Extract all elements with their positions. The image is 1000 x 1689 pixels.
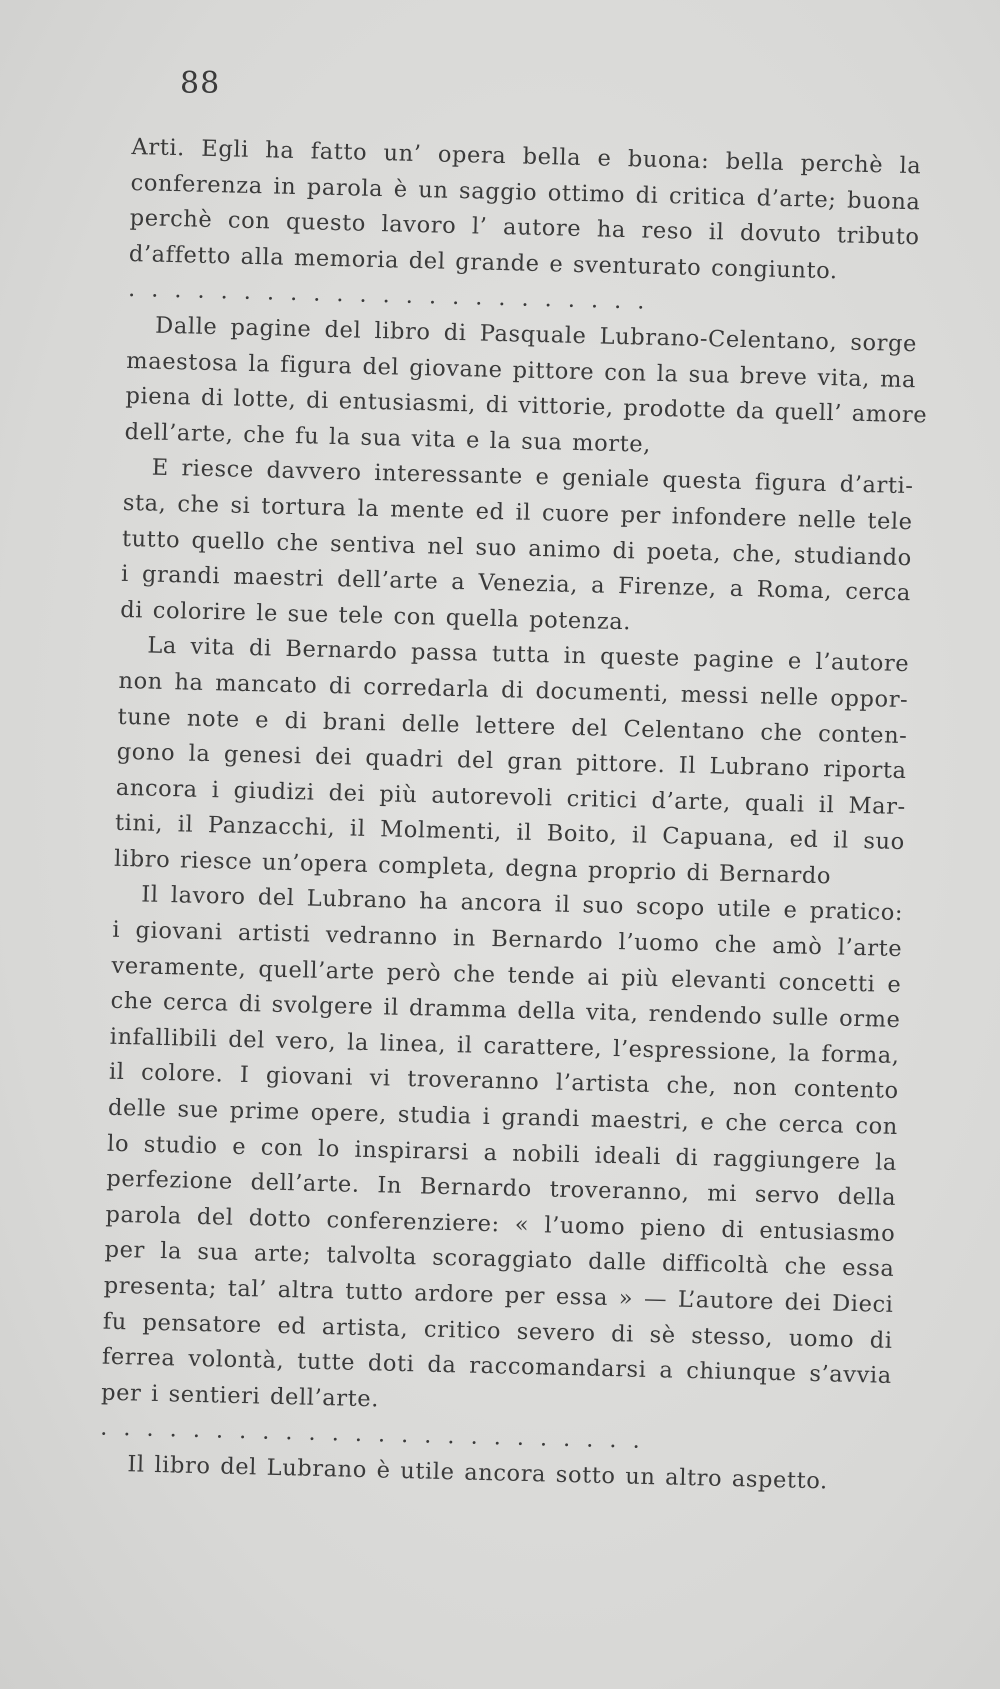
text-line: ferrea volontà, tutte doti da raccomandarsi a chiunque s’avvia — [101, 1343, 893, 1390]
text-line: il colore. I giovani vi troveranno l’artista che, non contento — [108, 1059, 900, 1105]
text-line: dell’arte, che fu la sua vita e la sua morte, — [124, 418, 652, 458]
text-line: perfezione dell’arte. In Bernardo troveranno, mi servo della — [106, 1165, 897, 1212]
text-line: i grandi maestri dell’arte a Venezia, a Firenze, a Roma, cerca — [120, 560, 912, 607]
text-line: maestosa la figura del giovane pittore con la sua breve vita, ma — [126, 347, 917, 393]
text-line: Arti. Egli ha fatto un’ opera bella e buona: bella perchè la — [131, 133, 922, 180]
text-line: i giovani artisti vedranno in Bernardo l’uomo che amò l’arte — [112, 916, 903, 963]
body-text — [99, 130, 928, 1501]
text-line: tutto quello che sentiva nel suo animo di poeta, che, studiando — [121, 525, 913, 571]
text-line: non ha mancato di corredarla di documenti, messi nelle oppor- — [118, 667, 909, 714]
text-line: libro riesce un’opera completa, degna proprio di Bernardo — [113, 845, 832, 890]
text-line: delle sue prime opere, studia i grandi maestri, e che cerca con — [107, 1094, 899, 1141]
text-line: infallibili del vero, la linea, il carattere, l’espressione, la forma, — [109, 1023, 900, 1069]
text-line: di colorire le sue tele con quella potenza. — [119, 596, 632, 636]
text-line: per la sua arte; talvolta scoraggiato dalle difficoltà che essa — [104, 1237, 895, 1283]
text-line: gono la genesi dei quadri del gran pittore. Il Lubrano riporta — [116, 738, 907, 785]
text-line: sta, che si tortura la mente ed il cuore per infondere nelle tele — [122, 489, 913, 536]
text-line: La vita di Bernardo passa tutta in queste pagine e l’autore — [147, 632, 910, 678]
text-line: ancora i giudizi dei più autorevoli critici d’arte, quali il Mar- — [115, 774, 907, 820]
text-line: Il libro del Lubrano è utile ancora sotto un altro aspetto. — [127, 1451, 829, 1495]
text-line: per i sentieri dell’arte. — [100, 1379, 380, 1413]
text-line: tini, il Panzacchi, il Molmenti, il Boito, il Capuana, ed il suo — [114, 810, 906, 856]
text-line: Il lavoro del Lubrano ha ancora il suo scopo utile e pratico: — [140, 881, 904, 927]
text-line: che cerca di svolgere il dramma della vita, rendendo sulle orme — [110, 987, 901, 1034]
text-line: lo studio e con lo inspirarsi a nobili ideali di raggiungere la — [106, 1130, 898, 1176]
text-line: tune note e di brani delle lettere del Celentano che conten- — [117, 703, 908, 749]
text-line: fu pensatore ed artista, critico severo di sè stesso, uomo di — [102, 1308, 893, 1354]
text-line: veramente, quell’arte però che tende ai più elevanti concetti e — [111, 952, 902, 998]
ellipsis-separator: ....................... — [127, 276, 661, 316]
text-line: presenta; tal’ altra tutto ardore per essa » — L’autore dei Dieci — [103, 1272, 894, 1318]
paragraph — [124, 308, 928, 470]
paragraph — [120, 450, 914, 647]
text-line: piena di lotte, di entusiasmi, di vittorie, prodotte da quell’ amore — [125, 383, 928, 429]
text-line: conferenza in parola è un saggio ottimo di critica d’arte; buona — [130, 169, 921, 215]
text-line: perchè con questo lavoro l’ autore ha reso il dovuto tributo — [129, 205, 920, 251]
text-line: d’affetto alla memoria del grande e sventurato congiunto. — [128, 240, 838, 285]
page-number: 88 — [180, 66, 221, 101]
text-line: E riesce davvero interessante e geniale questa figura d’arti- — [151, 454, 914, 500]
text-line: parola del dotto conferenziere: « l’uomo pieno di entusiasmo — [105, 1201, 896, 1247]
paragraph — [101, 877, 904, 1430]
paragraph — [114, 628, 910, 896]
ellipsis-separator: ........................ — [99, 1414, 657, 1455]
text-line: Dalle pagine del libro di Pasquale Lubrano-Celentano, sorge — [154, 312, 918, 358]
paragraph — [129, 130, 922, 292]
